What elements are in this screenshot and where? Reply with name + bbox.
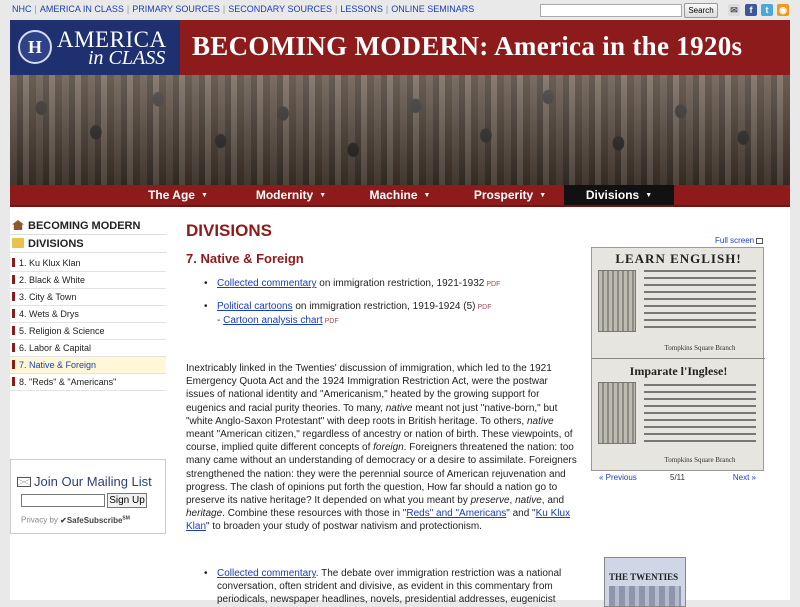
chevron-down-icon: ▼ xyxy=(423,192,431,199)
sidebar xyxy=(10,217,166,525)
list-item: • Collected commentary on immigration restriction, 1921-1932 PDF xyxy=(204,277,574,291)
pdf-tag: PDF xyxy=(486,281,501,288)
search-input[interactable] xyxy=(540,4,682,17)
site-title: BECOMING MODERN: America in the 1920s xyxy=(192,31,743,61)
search-button[interactable]: Search xyxy=(684,3,718,18)
slideshow-image[interactable] xyxy=(591,247,764,471)
nav-divisions[interactable]: Divisions ▼ xyxy=(564,185,674,205)
home-icon xyxy=(12,220,24,230)
sidebar-item-wets-drys[interactable]: 4. Wets & Drys xyxy=(10,306,166,323)
nav-modernity[interactable]: Modernity ▼ xyxy=(255,188,327,202)
privacy-note: Privacy by ✔SafeSubscribe℠ xyxy=(21,515,130,525)
commentary-list xyxy=(204,567,576,607)
intro-paragraph: Inextricably linked in the Twenties' discussion of immigration, which led to the 1921 Emergency Quota Act and the 1924 Immigration Restriction Act, were the postwar issues of national identity and "Americanism," heated by the growing support for eugenics and racial purity theories. To many, native meant not just "native-born," but "white Anglo-Saxon Protestant" with deep roots in British heritage. To others, native meant "American citizen," regardless of ancestry or nation of birth. These viewpoints, of course, implied quite different concepts of foreign. Foreigners threatened the nation: too many came without an understanding of democracy or a desire to assimilate. Foreigners strengthened the nation: they were the perennial source of American rejuvenation and progress. The clash of opinions put forth the question, How far should a nation go to preserve its native heritage? It depended on what you meant by preserve, native, and heritage. Combine these resources with those in "Reds" and "Americans" and "Ku Klux Klan" to broaden your study of postwar nativism and protectionism. xyxy=(186,363,577,533)
email-share-icon[interactable]: ✉ xyxy=(728,4,740,16)
library-building-illustration xyxy=(598,382,636,444)
top-link-online-seminars[interactable]: ONLINE SEMINARS xyxy=(391,4,475,14)
collected-commentary-link[interactable]: Collected commentary xyxy=(217,278,317,289)
crowd-photo-banner xyxy=(10,75,790,185)
cartoon-analysis-chart-link[interactable]: Cartoon analysis chart xyxy=(223,315,323,326)
safesubscribe-logo[interactable]: ✔SafeSubscribe℠ xyxy=(60,515,130,525)
fullscreen-icon xyxy=(756,238,763,244)
list-item: • Political cartoons on immigration restriction, 1919-1924 (5) PDF - Cartoon analysis chart PDF xyxy=(204,300,574,328)
reds-americans-link[interactable]: Reds" and "Americans xyxy=(406,508,507,520)
chevron-down-icon: ▼ xyxy=(319,192,327,199)
sidebar-home-link[interactable]: BECOMING MODERN xyxy=(10,217,166,235)
pdf-tag: PDF xyxy=(477,304,492,311)
facebook-icon[interactable]: f xyxy=(745,4,757,16)
content-area xyxy=(10,207,790,606)
nav-prosperity[interactable]: Prosperity ▼ xyxy=(473,188,547,202)
folder-icon xyxy=(12,238,24,248)
sidebar-item-religion-science[interactable]: 5. Religion & Science xyxy=(10,323,166,340)
sidebar-item-ku-klux-klan[interactable]: 1. Ku Klux Klan xyxy=(10,255,166,272)
list-item: • Collected commentary. The debate over immigration restriction was a national conversation, often strident and divisive, as evident in this commentary from periodicals, newspaper headlines, novels, presidential addresses, eugenicist xyxy=(204,567,576,607)
sidebar-item-labor-capital[interactable]: 6. Labor & Capital xyxy=(10,340,166,357)
poster-learn-english: LEARN ENGLISH! Tompkins Square Branch xyxy=(592,248,765,359)
sidebar-item-black-white[interactable]: 2. Black & White xyxy=(10,272,166,289)
pdf-tag: PDF xyxy=(324,318,339,325)
top-link-nhc[interactable]: NHC xyxy=(12,4,32,14)
sign-up-button[interactable]: Sign Up xyxy=(107,493,147,508)
sidebar-section-divisions[interactable]: DIVISIONS xyxy=(10,235,166,253)
envelope-icon xyxy=(17,477,31,487)
ku-klux-klan-link[interactable]: Ku Klux Klan xyxy=(186,508,571,533)
top-links: NHC | AMERICA IN CLASS | PRIMARY SOURCES | SECONDARY SOURCES | LESSONS | ONLINE SEMINARS xyxy=(12,4,475,14)
top-link-america-in-class[interactable]: AMERICA IN CLASS xyxy=(39,4,124,14)
chevron-down-icon: ▼ xyxy=(645,192,653,199)
twitter-icon[interactable]: t xyxy=(761,4,773,16)
rss-icon[interactable]: ◉ xyxy=(777,4,789,16)
sidebar-item-reds-americans[interactable]: 8. "Reds" & "Americans" xyxy=(10,374,166,391)
top-link-lessons[interactable]: LESSONS xyxy=(340,4,383,14)
sidebar-list xyxy=(10,255,166,391)
logo-text-america: AMERICA xyxy=(57,27,167,52)
slide-counter: 5/11 xyxy=(670,473,685,482)
top-utility-bar xyxy=(0,0,800,20)
previous-slide-link[interactable]: « Previous xyxy=(599,473,637,482)
resource-list xyxy=(204,277,574,337)
main-nav xyxy=(10,185,790,207)
national-humanities-center-seal: H xyxy=(18,30,52,64)
poster-imparate-inglese: Imparate l'Inglese! Tompkins Square Branch xyxy=(592,360,765,471)
library-building-illustration xyxy=(598,270,636,332)
chevron-down-icon: ▼ xyxy=(539,192,547,199)
nav-the-age[interactable]: The Age ▼ xyxy=(148,188,208,202)
site-header xyxy=(10,20,790,75)
full-screen-link[interactable]: Full screen xyxy=(715,236,763,245)
mailing-list-title: Join Our Mailing List xyxy=(17,474,152,489)
top-link-primary-sources[interactable]: PRIMARY SOURCES xyxy=(132,4,220,14)
america-in-class-logo[interactable] xyxy=(10,20,180,75)
next-slide-link[interactable]: Next » xyxy=(732,473,756,482)
mailing-list-box xyxy=(10,459,166,534)
logo-text-in-class: in CLASS xyxy=(88,47,166,69)
section-title: 7. Native & Foreign xyxy=(186,251,304,266)
chevron-down-icon: ▼ xyxy=(200,192,208,199)
sidebar-item-city-town[interactable]: 3. City & Town xyxy=(10,289,166,306)
page-title: DIVISIONS xyxy=(186,221,272,240)
nav-machine[interactable]: Machine ▼ xyxy=(369,188,431,202)
mailing-email-input[interactable] xyxy=(21,494,105,507)
collected-commentary-link-2[interactable]: Collected commentary xyxy=(217,568,316,579)
sidebar-item-native-foreign[interactable]: 7. Native & Foreign xyxy=(10,357,166,374)
commentary-thumbnail[interactable]: THE TWENTIES xyxy=(604,557,686,607)
political-cartoons-link[interactable]: Political cartoons xyxy=(217,301,293,312)
top-link-secondary-sources[interactable]: SECONDARY SOURCES xyxy=(228,4,332,14)
